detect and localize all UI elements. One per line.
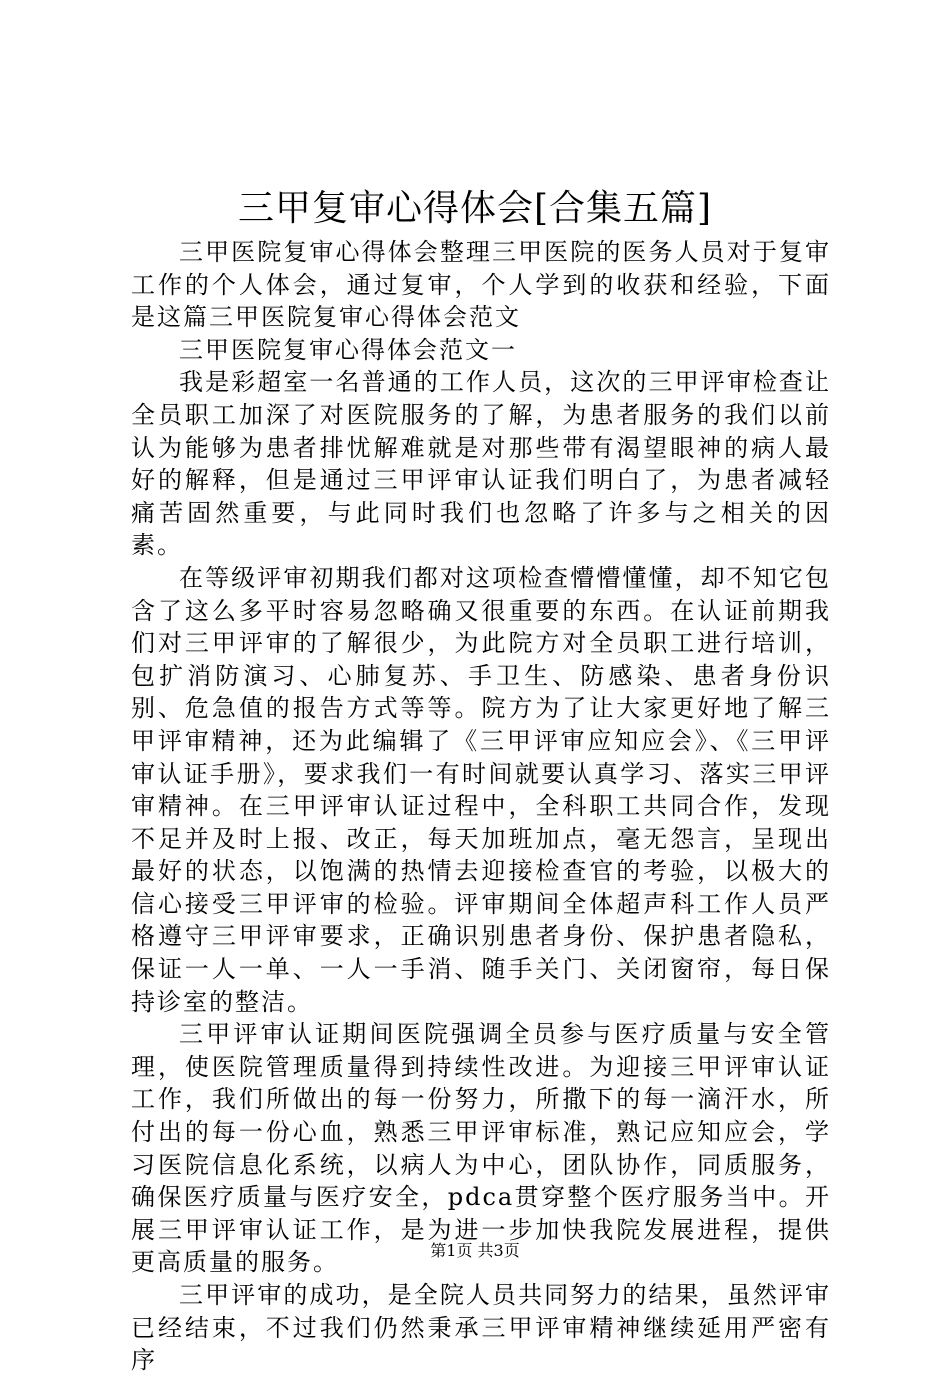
paragraph: 三甲评审的成功，是全院人员共同努力的结果，虽然评审已经结束，不过我们仍然秉承三甲评审精神继续延用严密有序 xyxy=(131,1281,831,1375)
paragraph-subheading: 三甲医院复审心得体会范文一 xyxy=(179,335,517,364)
paragraph-intro: 三甲医院复审心得体会整理三甲医院的医务人员对于复审工作的个人体会，通过复审，个人学到的收获和经验，下面是这篇三甲医院复审心得体会范文 xyxy=(131,238,831,332)
paragraph: 在等级评审初期我们都对这项检查懵懵懂懂，却不知它包含了这么多平时容易忽略确又很重要的东西。在认证前期我们对三甲评审的了解很少，为此院方对全员职工进行培训，包扩消防演习、心肺复苏、手卫生、防感染、患者身份识别、危急值的报告方式等等。院方为了让大家更好地了解三甲评审精神，还为此编辑了《三甲评审应知应会》、《三甲评审认证手册》，要求我们一有时间就要认真学习、落实三甲评审精神。在三甲评审认证过程中，全科职工共同合作，发现不足并及时上报、改正，每天加班加点，毫无怨言，呈现出最好的状态，以饱满的热情去迎接检查官的考验，以极大的信心接受三甲评审的检验。评审期间全体超声科工作人员严格遵守三甲评审要求，正确识别患者身份、保护患者隐私，保证一人一单、一人一手消、随手关门、关闭窗帘，每日保持诊室的整洁。 xyxy=(131,563,831,1016)
page-number-footer: 第1页 共3页 xyxy=(430,1241,520,1260)
paragraph: 三甲评审认证期间医院强调全员参与医疗质量与安全管理，使医院管理质量得到持续性改进。为迎接三甲评审认证工作，我们所做出的每一份努力，所撒下的每一滴汗水，所付出的每一份心血，熟悉三甲评审标准，熟记应知应会，学习医院信息化系统，以病人为中心，团队协作，同质服务，确保医疗质量与医疗安全，pdca贯穿整个医疗服务当中。开展三甲评审认证工作，是为进一步加快我院发展进程，提供更高质量的服务。 xyxy=(131,1020,831,1277)
paragraph: 我是彩超室一名普通的工作人员，这次的三甲评审检查让全员职工加深了对医院服务的了解，为患者服务的我们以前认为能够为患者排忧解难就是对那些带有渴望眼神的病人最好的解释，但是通过三甲评审认证我们明白了，为患者减轻痛苦固然重要，与此同时我们也忽略了许多与之相关的因素。 xyxy=(131,368,831,560)
document-body xyxy=(131,236,831,1377)
document-title: 三甲复审心得体会[合集五篇] xyxy=(237,188,713,229)
